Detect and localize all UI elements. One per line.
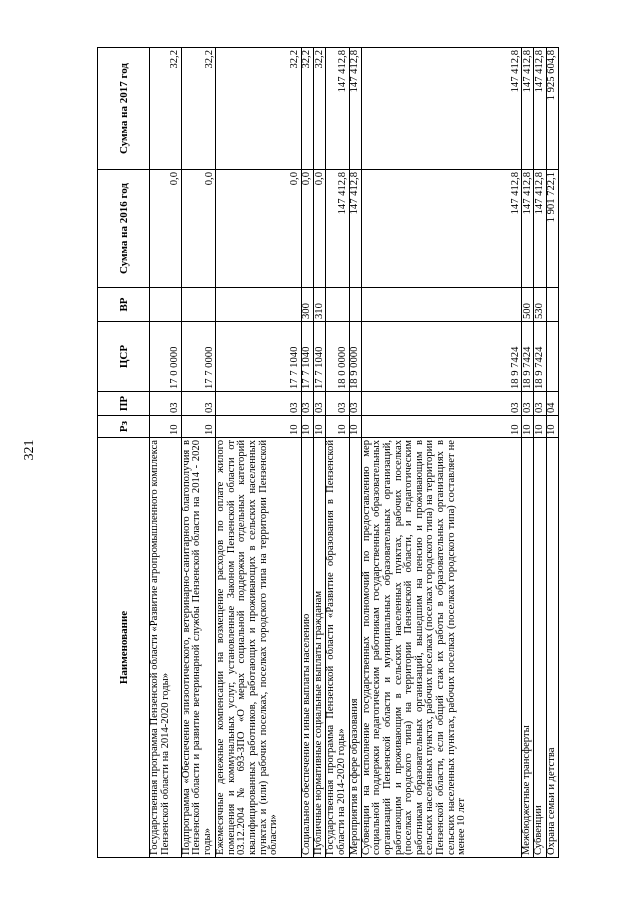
cell-rz: 10 <box>349 416 361 438</box>
cell-name: Ежемесячные денежные компенсации на возмещение расходов по оплате жилого помещения и коммунальных услуг, установленные Законом Пензенской области от 03.12.2004 № 693-ЗПО «О мерах социальной поддержки отдельных категорий квалифицированных работников, работающих и проживающих в сельских населенных пунктах и (или) рабочих поселках, поселках городского типа на территории Пензенской области» <box>216 438 301 858</box>
cell-csr: 17 0 0000 <box>150 322 182 392</box>
cell-name: Субвенции на исполнение государственных полномочий по предоставлению мер социальной поддержки педагогическим работникам государственных образовательных организаций Пензенской области и муниципальных образовательных организаций, работающим и проживающим в сельских населенных пунктах, рабочих поселках (поселках городского типа) на территории Пензенской области, и педагогическим работникам образовательных организаций, вышедшим на пенсию и проживающим в сельских населенных пунктах, рабочих поселках (поселках городского типа) на территории Пензенской области, если общий стаж их работы в образовательных организациях в сельских населенных пунктах, рабочих поселках (поселках городского типа) составляет не менее 10 лет <box>361 438 521 858</box>
cell-sum2017: 32,2 <box>150 48 182 170</box>
cell-vr <box>349 288 361 322</box>
cell-sum2017: 32,2 <box>216 48 301 170</box>
table-header-row <box>98 48 150 858</box>
cell-sum2016: 0,0 <box>313 170 325 288</box>
cell-sum2017: 147 412,8 <box>522 48 534 170</box>
cell-pr: 03 <box>361 392 521 416</box>
table-row <box>313 48 325 858</box>
cell-name: Охрана семьи и детства <box>546 438 558 858</box>
header-name: Наименование <box>98 438 150 858</box>
cell-csr: 18 9 7424 <box>361 322 521 392</box>
cell-rz: 10 <box>216 416 301 438</box>
cell-csr: 18 9 7424 <box>534 322 546 392</box>
cell-pr: 04 <box>546 392 558 416</box>
cell-sum2017: 32,2 <box>301 48 313 170</box>
cell-pr: 03 <box>313 392 325 416</box>
cell-rz: 10 <box>181 416 216 438</box>
table-row <box>326 48 349 858</box>
cell-name: Подпрограмма «Обеспечение эпизоотического, ветеринарно-санитарного благополучия в Пензенской области и развитие ветеринарной службы Пензенской области на 2014 - 2020 годы» <box>181 438 216 858</box>
cell-sum2017: 147 412,8 <box>349 48 361 170</box>
cell-pr: 03 <box>181 392 216 416</box>
table-row <box>546 48 558 858</box>
table-row <box>301 48 313 858</box>
table-row <box>349 48 361 858</box>
budget-table <box>97 47 559 858</box>
cell-rz: 10 <box>534 416 546 438</box>
cell-rz: 10 <box>326 416 349 438</box>
header-sum-2017: Сумма на 2017 год <box>98 48 150 170</box>
cell-csr: 17 7 1040 <box>301 322 313 392</box>
cell-sum2017: 147 412,8 <box>534 48 546 170</box>
cell-vr: 530 <box>534 288 546 322</box>
cell-pr: 03 <box>216 392 301 416</box>
cell-name: Социальное обеспечение и иные выплаты населению <box>301 438 313 858</box>
cell-rz: 10 <box>522 416 534 438</box>
page-number: 321 <box>22 439 37 461</box>
cell-sum2016: 0,0 <box>181 170 216 288</box>
cell-csr: 18 9 7424 <box>522 322 534 392</box>
cell-pr: 03 <box>150 392 182 416</box>
cell-rz: 10 <box>546 416 558 438</box>
cell-vr <box>361 288 521 322</box>
cell-sum2016: 147 412,8 <box>534 170 546 288</box>
cell-rz: 10 <box>150 416 182 438</box>
cell-vr <box>216 288 301 322</box>
table-row <box>150 48 182 858</box>
cell-sum2016: 0,0 <box>216 170 301 288</box>
cell-csr: 18 0 0000 <box>326 322 349 392</box>
cell-name: Государственная программа Пензенской области «Развитие образования в Пензенской области на 2014-2020 годы» <box>326 438 349 858</box>
cell-vr: 500 <box>522 288 534 322</box>
cell-rz: 10 <box>301 416 313 438</box>
cell-csr: 17 7 1040 <box>216 322 301 392</box>
cell-sum2016: 147 412,8 <box>361 170 521 288</box>
cell-pr: 03 <box>349 392 361 416</box>
cell-sum2016: 147 412,8 <box>326 170 349 288</box>
cell-sum2016: 0,0 <box>150 170 182 288</box>
cell-name: Межбюджетные трансферты <box>522 438 534 858</box>
cell-name: Субвенции <box>534 438 546 858</box>
table-row <box>181 48 216 858</box>
table-row <box>216 48 301 858</box>
table-row <box>534 48 546 858</box>
cell-csr <box>546 322 558 392</box>
cell-name: Государственная программа Пензенской области «Развитие агропромышленного комплекса Пензенской области на 2014-2020 годы» <box>150 438 182 858</box>
cell-csr: 18 9 0000 <box>349 322 361 392</box>
header-pr: ПР <box>98 392 150 416</box>
cell-sum2016: 0,0 <box>301 170 313 288</box>
cell-vr <box>326 288 349 322</box>
cell-sum2017: 147 412,8 <box>361 48 521 170</box>
header-csr: ЦСР <box>98 322 150 392</box>
cell-vr <box>150 288 182 322</box>
cell-name: Публичные нормативные социальные выплаты гражданам <box>313 438 325 858</box>
header-vr: ВР <box>98 288 150 322</box>
table-row <box>522 48 534 858</box>
cell-csr: 17 7 0000 <box>181 322 216 392</box>
cell-vr <box>546 288 558 322</box>
header-sum-2016: Сумма на 2016 год <box>98 170 150 288</box>
cell-sum2017: 32,2 <box>181 48 216 170</box>
cell-rz: 10 <box>361 416 521 438</box>
cell-sum2017: 1 925 604,8 <box>546 48 558 170</box>
cell-vr: 300 <box>301 288 313 322</box>
cell-sum2016: 1 901 722,1 <box>546 170 558 288</box>
cell-sum2017: 32,2 <box>313 48 325 170</box>
cell-sum2016: 147 412,8 <box>349 170 361 288</box>
cell-pr: 03 <box>301 392 313 416</box>
cell-csr: 17 7 1040 <box>313 322 325 392</box>
rotated-page-content <box>97 48 559 858</box>
cell-pr: 03 <box>534 392 546 416</box>
table-row <box>361 48 521 858</box>
cell-vr <box>181 288 216 322</box>
cell-vr: 310 <box>313 288 325 322</box>
cell-pr: 03 <box>326 392 349 416</box>
cell-rz: 10 <box>313 416 325 438</box>
cell-sum2017: 147 412,8 <box>326 48 349 170</box>
cell-name: Мероприятия в сфере образования <box>349 438 361 858</box>
header-rz: Рз <box>98 416 150 438</box>
cell-pr: 03 <box>522 392 534 416</box>
cell-sum2016: 147 412,8 <box>522 170 534 288</box>
